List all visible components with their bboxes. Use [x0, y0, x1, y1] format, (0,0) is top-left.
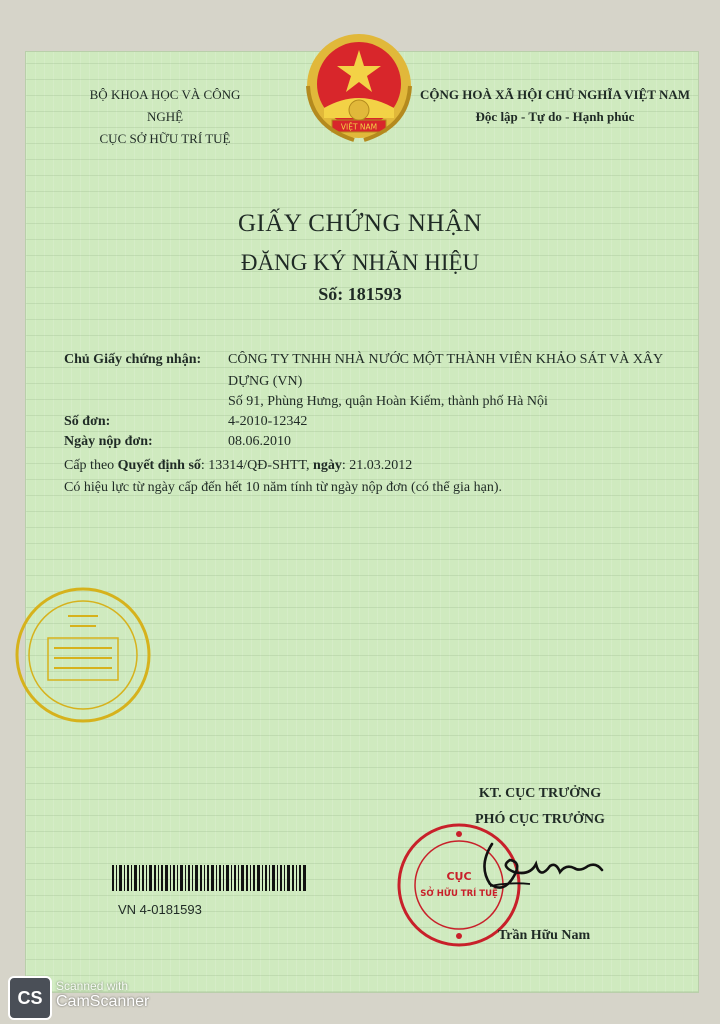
filing-date-value: 08.06.2010: [228, 434, 291, 449]
decision-prefix: Cấp theo: [64, 458, 118, 473]
owner-name-line1: CÔNG TY TNHH NHÀ NƯỚC MỘT THÀNH VIÊN KHẢO SÁT VÀ XÂY: [228, 352, 664, 367]
stamp-center-line2: SỞ HỮU TRÍ TUỆ: [420, 889, 498, 899]
national-emblem: [294, 26, 424, 150]
owner-label: Chủ Giấy chứng nhận:: [64, 352, 202, 367]
owner-name-line2: DỰNG (VN): [228, 374, 303, 389]
watermark-line1: Scanned with: [56, 979, 129, 993]
stamp-center-line1: CỤC: [446, 870, 472, 883]
signer-name: Trần Hữu Nam: [498, 928, 591, 943]
ministry-name: BỘ KHOA HỌC VÀ CÔNG NGHỆ: [89, 87, 241, 124]
gold-stamp: [8, 580, 158, 730]
office-name: CỤC SỞ HỮU TRÍ TUỆ: [99, 131, 231, 146]
camscanner-watermark: [56, 978, 149, 1010]
handwritten-signature: [470, 836, 610, 896]
ministry-header: [70, 84, 260, 150]
decision-date: : 21.03.2012: [341, 458, 413, 473]
national-motto: Độc lập - Tự do - Hạnh phúc: [475, 109, 635, 124]
barcode-number: VN 4-0181593: [118, 902, 202, 917]
application-number-label: Số đơn:: [64, 414, 111, 429]
filing-date-label: Ngày nộp đơn:: [64, 434, 153, 449]
owner-address: Số 91, Phùng Hưng, quận Hoàn Kiếm, thành phố Hà Nội: [228, 394, 548, 409]
country-name: CỘNG HOÀ XÃ HỘI CHỦ NGHĨA VIỆT NAM: [419, 87, 691, 102]
decision-label: Quyết định số: [117, 458, 201, 473]
signer-title-2: PHÓ CỤC TRƯỞNG: [475, 812, 605, 827]
decision-date-label: ngày: [313, 458, 342, 473]
emblem-label: VIỆT NAM: [340, 122, 378, 132]
camscanner-logo: CS: [8, 976, 52, 1020]
watermark-line2: CamScanner: [56, 993, 150, 1010]
validity-text: Có hiệu lực từ ngày cấp đến hết 10 năm tính từ ngày nộp đơn (có thể gia hạn).: [64, 480, 503, 495]
barcode: [112, 865, 308, 891]
signer-title-1: KT. CỤC TRƯỞNG: [478, 786, 602, 801]
decision-line: [64, 456, 412, 476]
certificate-title: GIẤY CHỨNG NHẬN: [237, 210, 482, 237]
certificate-number: Số: 181593: [318, 284, 402, 304]
application-number-value: 4-2010-12342: [228, 414, 308, 429]
certificate-subtitle: ĐĂNG KÝ NHÃN HIỆU: [240, 250, 480, 275]
national-header: [415, 84, 695, 128]
decision-number: : 13314/QĐ-SHTT,: [200, 458, 314, 473]
